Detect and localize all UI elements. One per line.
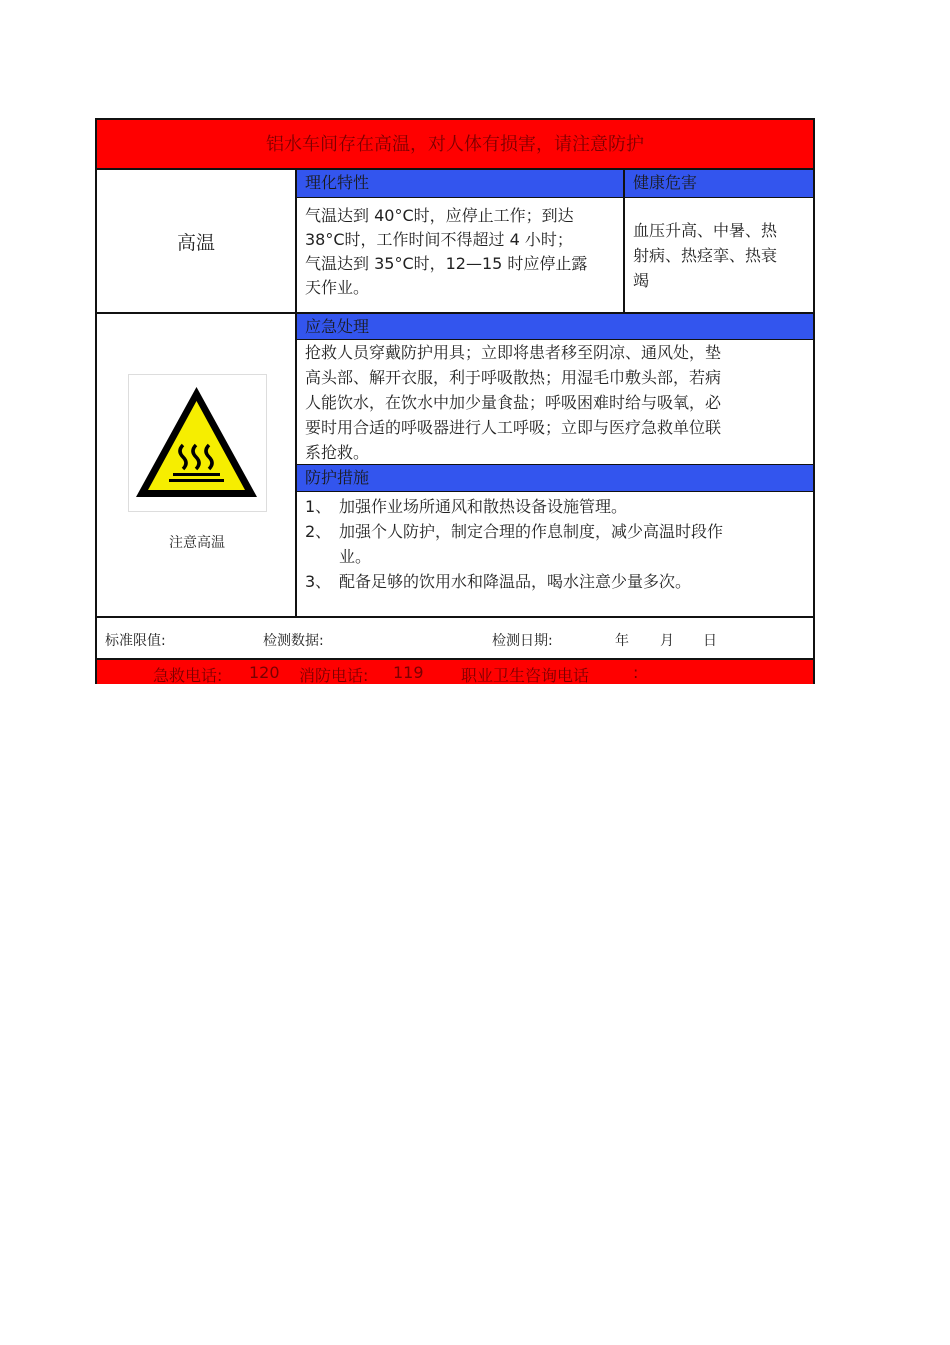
properties-line: 38°C时，工作时间不得超过 4 小时； [305, 230, 573, 249]
date-month: 月 [660, 633, 674, 649]
emergency-line: 高头部、解开衣服，利于呼吸散热；用湿毛巾敷头部，若病 [305, 368, 722, 387]
emergency-line: 人能饮水，在饮水中加少量食盐；呼吸困难时给与吸氧，必 [305, 393, 722, 412]
protection-list [297, 494, 813, 594]
protection-item [305, 494, 805, 519]
emergency-line: 抢救人员穿戴防护用具；立即将患者移至阴凉、通风处，垫 [305, 343, 722, 362]
warning-sign-label: 注意高温 [169, 535, 225, 551]
health-header: 健康危害 [623, 170, 813, 198]
inspection-footer [97, 616, 813, 656]
properties-header: 理化特性 [297, 170, 623, 198]
protection-item-text: 加强个人防护，制定合理的作息制度，减少高温时段作 [339, 522, 724, 541]
data-label: 检测数据: [263, 633, 324, 649]
emergency-line: 系抢救。 [305, 443, 370, 462]
hazard-notice-card [95, 118, 815, 684]
properties-line: 气温达到 40°C时，应停止工作；到达 [305, 206, 574, 225]
health-line: 竭 [633, 271, 650, 290]
date-label: 检测日期: [492, 633, 553, 649]
protection-item-text: 加强作业场所通风和散热设备设施管理。 [339, 497, 628, 516]
protection-item-number: 2、 [305, 522, 332, 541]
health-line: 血压升高、中暑、热 [633, 221, 778, 240]
rescue-phone-label: 急救电话: [153, 666, 223, 685]
rescue-phone-number: 120 [249, 663, 280, 682]
properties-line: 天作业。 [305, 278, 370, 297]
hazard-name [97, 170, 297, 312]
consult-phone-label: 职业卫生咨询电话 [461, 666, 590, 685]
hazard-name-text: 高温 [176, 231, 215, 254]
protection-item-number: 3、 [305, 572, 332, 591]
protection-item-number: 1、 [305, 497, 332, 516]
emergency-phone-bar [97, 658, 813, 684]
notice-title: 铝水车间存在高温，对人体有损害，请注意防护 [97, 120, 813, 170]
hot-surface-warning-icon [128, 374, 267, 512]
fire-phone-label: 消防电话: [299, 666, 369, 685]
health-line: 射病、热痉挛、热衰 [633, 246, 778, 265]
consult-phone-value: : [633, 663, 639, 682]
emergency-text [297, 340, 813, 465]
emergency-header: 应急处理 [297, 314, 813, 340]
protection-header: 防护措施 [297, 464, 813, 492]
date-year: 年 [615, 633, 629, 649]
protection-item [305, 519, 805, 569]
health-text [625, 218, 813, 293]
fire-phone-number: 119 [393, 663, 424, 682]
properties-text [297, 204, 623, 300]
protection-item-text: 配备足够的饮用水和降温品，喝水注意少量多次。 [339, 572, 692, 591]
emergency-line: 要时用合适的呼吸器进行人工呼吸；立即与医疗急救单位联 [305, 418, 722, 437]
protection-item [305, 569, 805, 594]
protection-item-text: 业。 [339, 547, 372, 566]
properties-line: 气温达到 35°C时，12—15 时应停止露 [305, 254, 588, 273]
warning-sign-cell [97, 314, 297, 616]
limit-label: 标准限值: [105, 633, 166, 649]
date-day: 日 [703, 633, 717, 649]
